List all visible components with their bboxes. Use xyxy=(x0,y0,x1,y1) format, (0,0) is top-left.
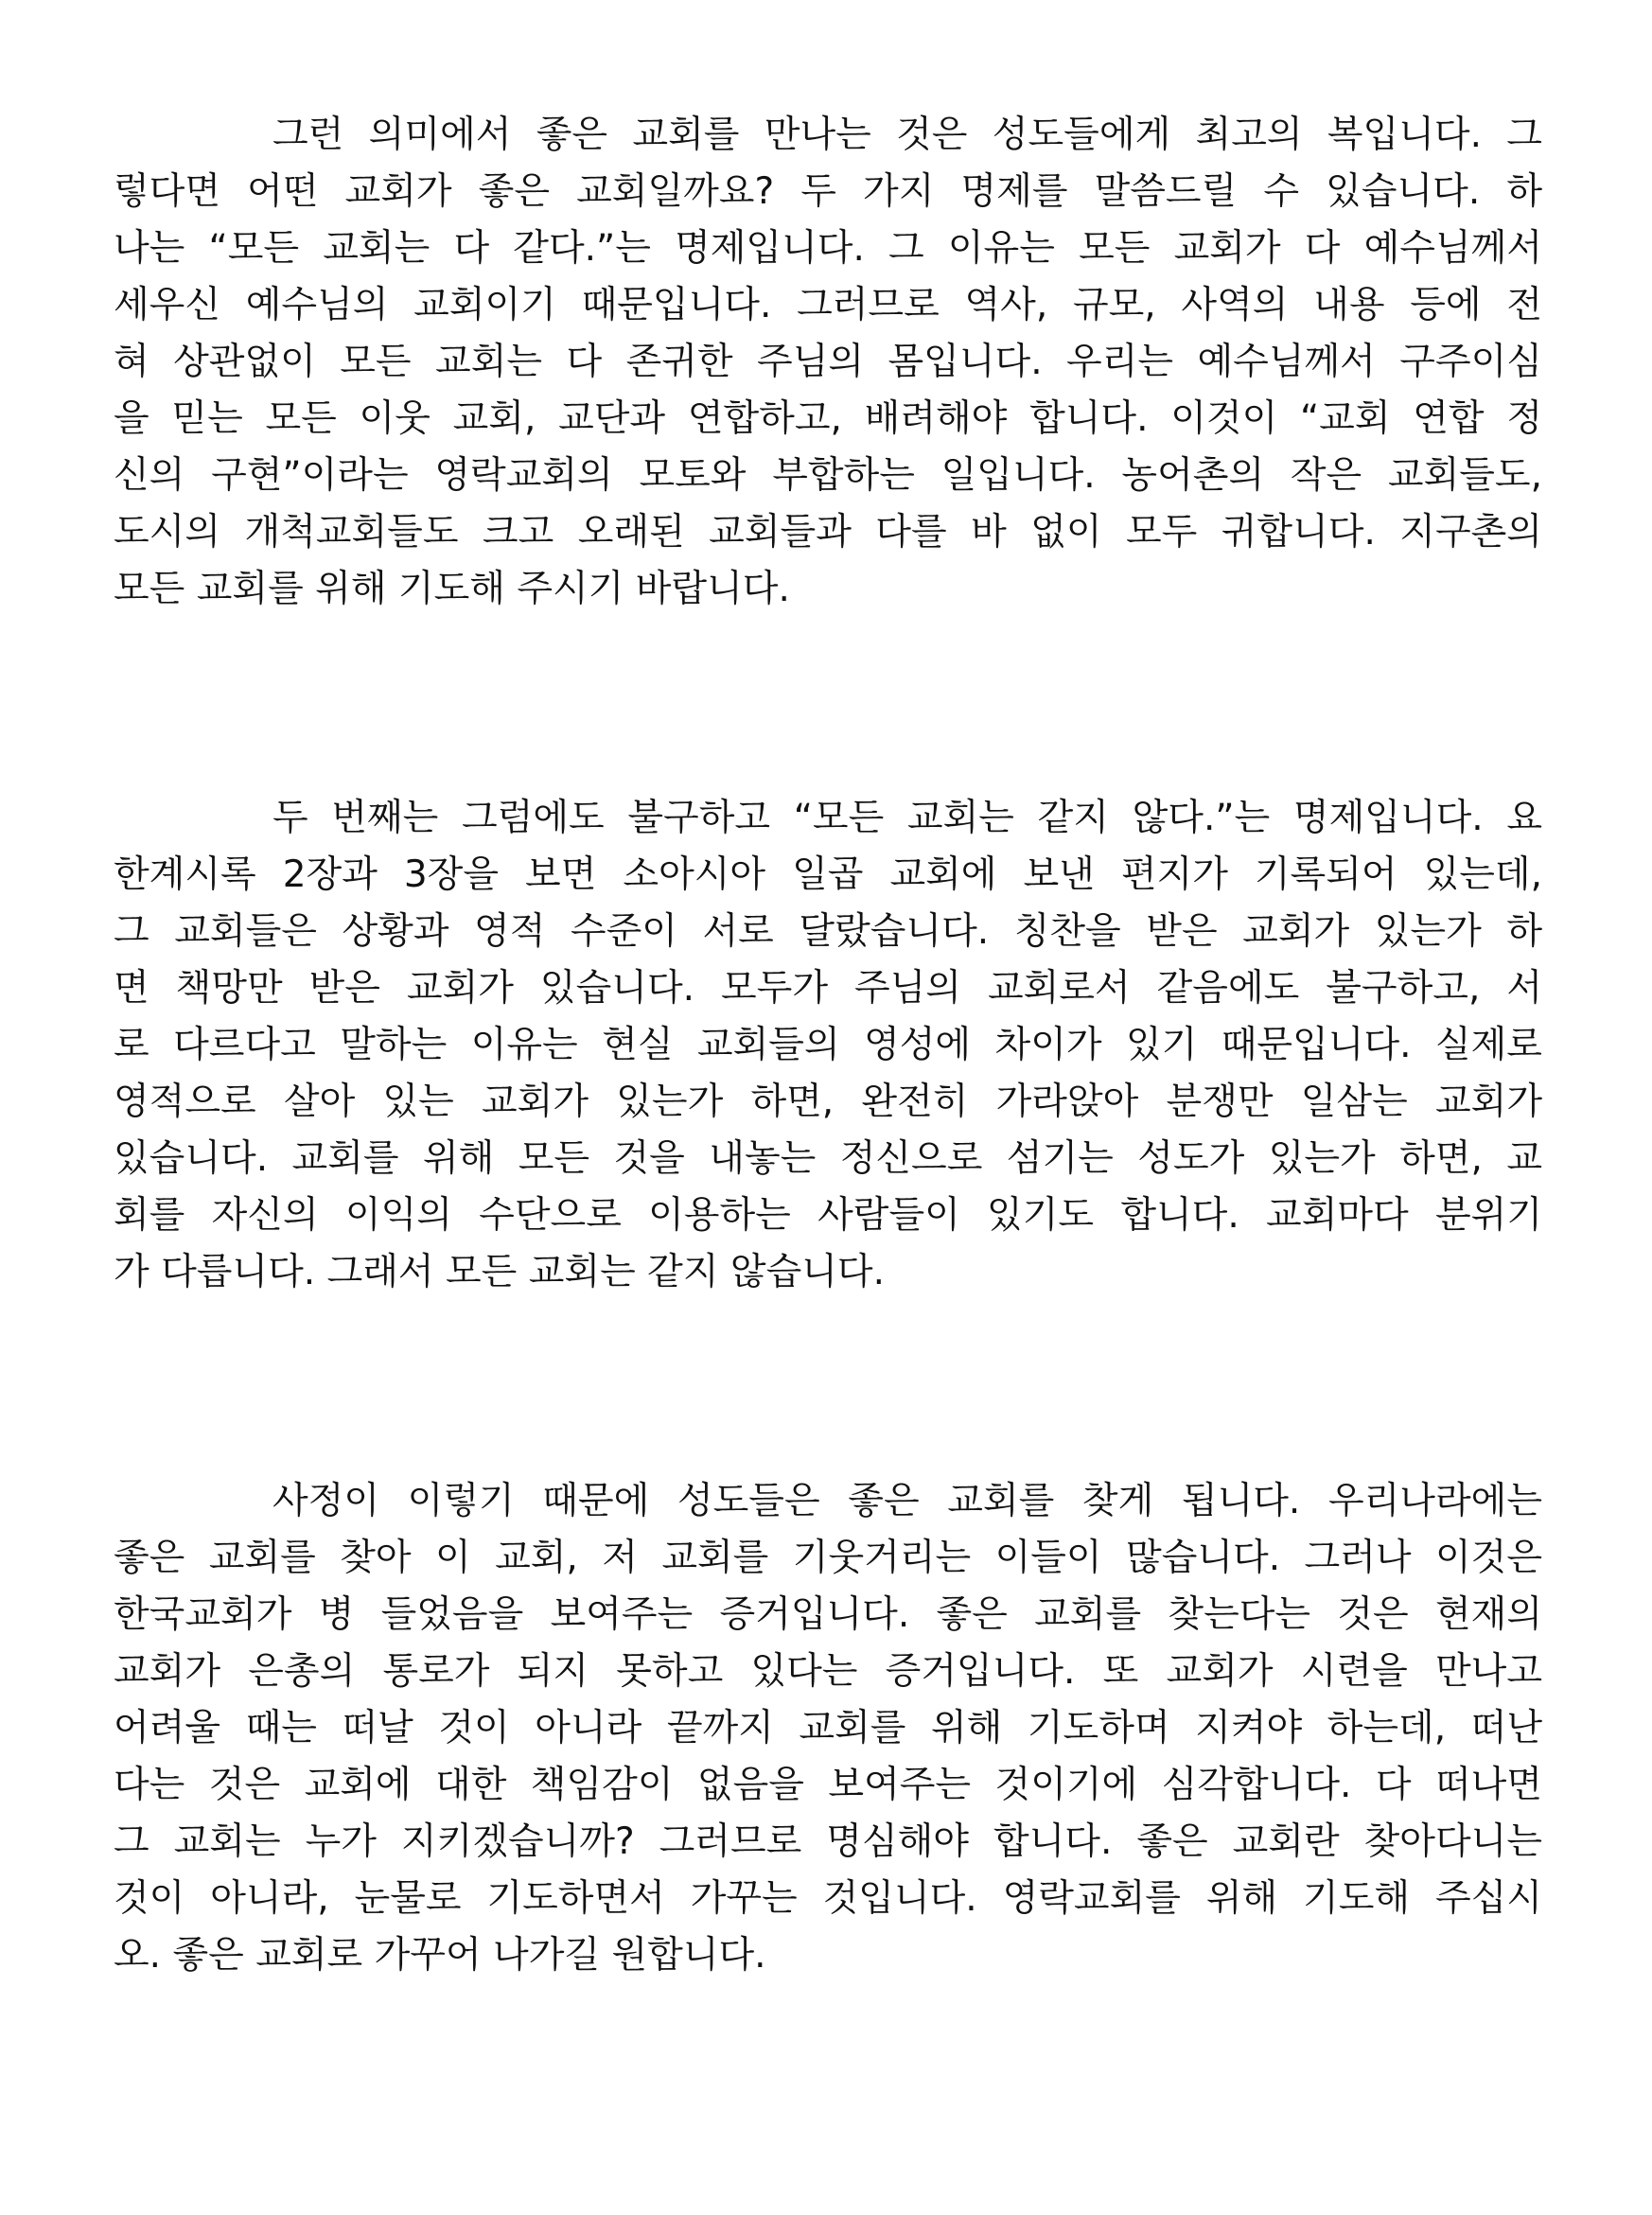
text-line: 로 다르다고 말하는 이유는 현실 교회들의 영성에 차이가 있기 때문입니다. 실제로 xyxy=(114,1024,1542,1066)
text-line: 오. 좋은 교회로 가꾸어 나가길 원합니다. xyxy=(114,1934,766,1977)
paragraph-1 xyxy=(114,107,1542,618)
text-line: 면 책망만 받은 교회가 있습니다. 모두가 주님의 교회로서 같음에도 불구하고, 서 xyxy=(114,967,1542,1010)
paragraph-3 xyxy=(114,1473,1542,1984)
paragraph-2 xyxy=(114,790,1542,1301)
text-line: 사정이 이렇기 때문에 성도들은 좋은 교회를 찾게 됩니다. 우리나라에는 xyxy=(272,1480,1542,1522)
text-line: 한계시록 2장과 3장을 보면 소아시아 일곱 교회에 보낸 편지가 기록되어 있는데, xyxy=(114,853,1542,896)
text-line: 을 믿는 모든 이웃 교회, 교단과 연합하고, 배려해야 합니다. 이것이 “교회 연합 정 xyxy=(114,397,1542,440)
text-line: 가 다릅니다. 그래서 모든 교회는 같지 않습니다. xyxy=(114,1251,885,1293)
text-line: 교회가 은총의 통로가 되지 못하고 있다는 증거입니다. 또 교회가 시련을 만나고 xyxy=(114,1650,1542,1693)
text-line: 다는 것은 교회에 대한 책임감이 없음을 보여주는 것이기에 심각합니다. 다 떠나면 xyxy=(114,1764,1542,1806)
text-line: 있습니다. 교회를 위해 모든 것을 내놓는 정신으로 섬기는 성도가 있는가 하면, 교 xyxy=(114,1137,1542,1180)
text-line: 모든 교회를 위해 기도해 주시기 바랍니다. xyxy=(114,568,790,610)
text-line: 신의 구현”이라는 영락교회의 모토와 부합하는 일입니다. 농어촌의 작은 교회들도, xyxy=(114,454,1542,497)
text-line: 한국교회가 병 들었음을 보여주는 증거입니다. 좋은 교회를 찾는다는 것은 현재의 xyxy=(114,1593,1542,1636)
text-line: 나는 “모든 교회는 다 같다.”는 명제입니다. 그 이유는 모든 교회가 다 예수님께서 xyxy=(114,227,1542,270)
text-line: 그 교회는 누가 지키겠습니까? 그러므로 명심해야 합니다. 좋은 교회란 찾아다니는 xyxy=(114,1820,1542,1863)
text-line: 도시의 개척교회들도 크고 오래된 교회들과 다를 바 없이 모두 귀합니다. 지구촌의 xyxy=(114,511,1542,554)
text-line: 두 번째는 그럼에도 불구하고 “모든 교회는 같지 않다.”는 명제입니다. 요 xyxy=(272,797,1542,839)
text-line: 어려울 때는 떠날 것이 아니라 끝까지 교회를 위해 기도하며 지켜야 하는데, 떠난 xyxy=(114,1707,1542,1749)
text-line: 혀 상관없이 모든 교회는 다 존귀한 주님의 몸입니다. 우리는 예수님께서 구주이심 xyxy=(114,341,1542,383)
text-line: 회를 자신의 이익의 수단으로 이용하는 사람들이 있기도 합니다. 교회마다 분위기 xyxy=(114,1194,1542,1237)
text-line: 세우신 예수님의 교회이기 때문입니다. 그러므로 역사, 규모, 사역의 내용 등에 전 xyxy=(114,284,1542,326)
text-line: 것이 아니라, 눈물로 기도하면서 가꾸는 것입니다. 영락교회를 위해 기도해 주십시 xyxy=(114,1877,1542,1920)
text-line: 그런 의미에서 좋은 교회를 만나는 것은 성도들에게 최고의 복입니다. 그 xyxy=(272,114,1542,156)
text-line: 영적으로 살아 있는 교회가 있는가 하면, 완전히 가라앉아 분쟁만 일삼는 교회가 xyxy=(114,1081,1542,1123)
text-line: 그 교회들은 상황과 영적 수준이 서로 달랐습니다. 칭찬을 받은 교회가 있는가 하 xyxy=(114,910,1542,953)
text-line: 좋은 교회를 찾아 이 교회, 저 교회를 기웃거리는 이들이 많습니다. 그러나 이것은 xyxy=(114,1537,1542,1579)
text-line: 렇다면 어떤 교회가 좋은 교회일까요? 두 가지 명제를 말씀드릴 수 있습니다. 하 xyxy=(114,170,1542,213)
